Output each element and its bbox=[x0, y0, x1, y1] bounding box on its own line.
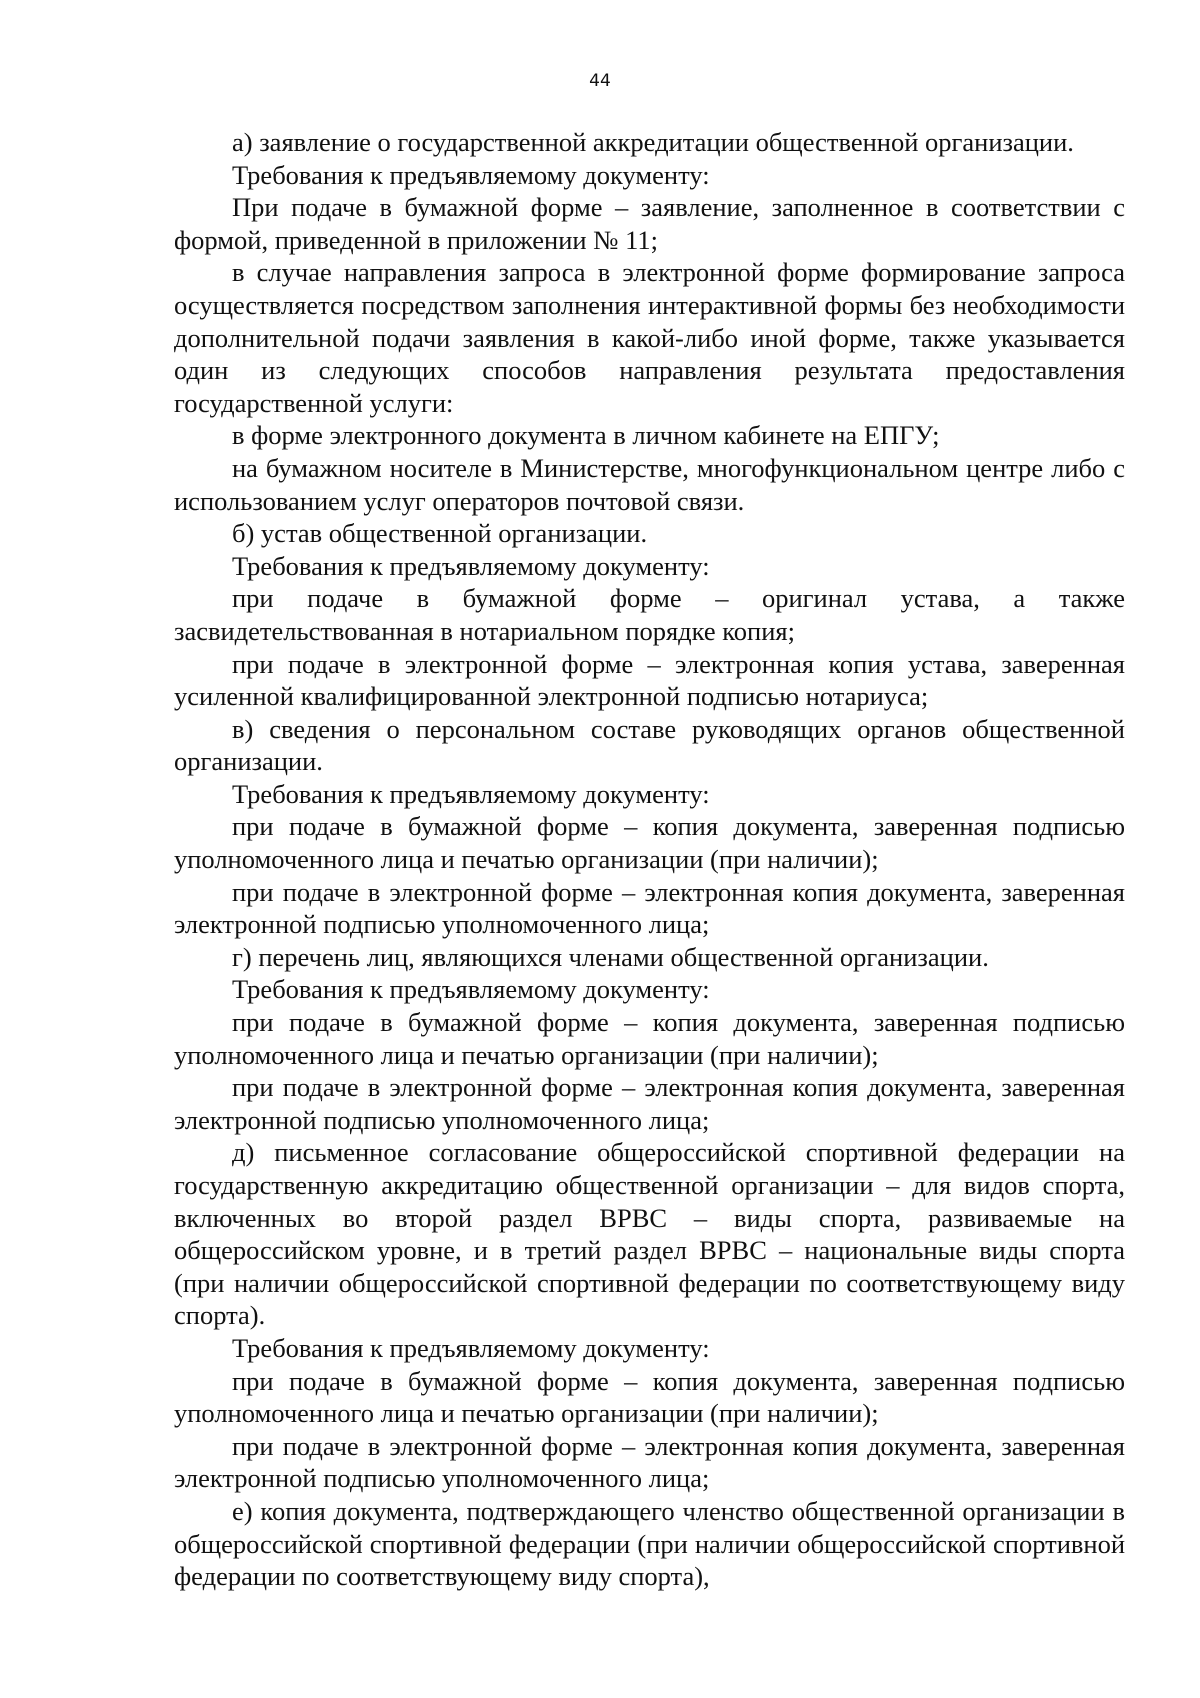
paragraph: при подаче в бумажной форме – копия документа, заверенная подписью уполномоченного лица и печатью организации (при наличии); bbox=[174, 811, 1125, 875]
paragraph-requirements: Требования к предъявляемому документу: bbox=[232, 974, 710, 1005]
paragraph: при подаче в электронной форме – электронная копия устава, заверенная усиленной квалифицированной электронной подписью нотариуса; bbox=[174, 648, 1125, 712]
paragraph-requirements: Требования к предъявляемому документу: bbox=[232, 1332, 710, 1363]
document-body bbox=[174, 126, 1125, 1593]
paragraph-requirements: Требования к предъявляемому документу: bbox=[232, 159, 710, 190]
paragraph: при подаче в электронной форме – электронная копия документа, заверенная электронной подписью уполномоченного лица; bbox=[174, 1430, 1125, 1494]
paragraph-item-a: а) заявление о государственной аккредитации общественной организации. bbox=[232, 127, 1074, 157]
paragraph: При подаче в бумажной форме – заявление, заполненное в соответствии с формой, приведенной в приложении № 11; bbox=[174, 192, 1125, 255]
paragraph: в форме электронного документа в личном кабинете на ЕПГУ; bbox=[232, 420, 940, 451]
page-number: 44 bbox=[589, 71, 611, 91]
paragraph-item-v: в) сведения о персональном составе руководящих органов общественной организации. bbox=[174, 713, 1125, 777]
paragraph-requirements: Требования к предъявляемому документу: bbox=[232, 778, 710, 809]
paragraph: при подаче в бумажной форме – копия документа, заверенная подписью уполномоченного лица и печатью организации (при наличии); bbox=[174, 1365, 1125, 1429]
paragraph: при подаче в бумажной форме – копия документа, заверенная подписью уполномоченного лица и печатью организации (при наличии); bbox=[174, 1007, 1125, 1070]
paragraph-item-d: д) письменное согласование общероссийской спортивной федерации на государственную аккредитацию общественной организации – для видов спорта, включенных во второй раздел ВРВС – виды спорта, развиваемые на общероссийском уровне, и в третий раздел ВРВС – национальные виды спорта (при наличии общероссийской спортивной федерации по соответствующему виду спорта). bbox=[174, 1137, 1125, 1331]
paragraph-item-b: б) устав общественной организации. bbox=[232, 518, 648, 549]
paragraph-requirements: Требования к предъявляемому документу: bbox=[232, 550, 710, 581]
paragraph: при подаче в бумажной форме – оригинал устава, а также засвидетельствованная в нотариальном порядке копия; bbox=[174, 583, 1125, 646]
paragraph-item-e: е) копия документа, подтверждающего членство общественной организации в общероссийской спортивной федерации (при наличии общероссийской спортивной федерации по соответствующему виду спорта), bbox=[174, 1495, 1125, 1592]
paragraph: при подаче в электронной форме – электронная копия документа, заверенная электронной подписью уполномоченного лица; bbox=[174, 876, 1125, 940]
paragraph: в случае направления запроса в электронной форме формирование запроса осуществляется посредством заполнения интерактивной формы без необходимости дополнительной подачи заявления в какой-либо иной форме, также указывается один из следующих способов направления результата предоставления государственной услуги: bbox=[174, 257, 1125, 418]
paragraph: на бумажном носителе в Министерстве, многофункциональном центре либо с использованием услуг операторов почтовой связи. bbox=[174, 452, 1125, 516]
paragraph: при подаче в электронной форме – электронная копия документа, заверенная электронной подписью уполномоченного лица; bbox=[174, 1072, 1125, 1135]
paragraph-item-g: г) перечень лиц, являющихся членами общественной организации. bbox=[232, 941, 989, 972]
